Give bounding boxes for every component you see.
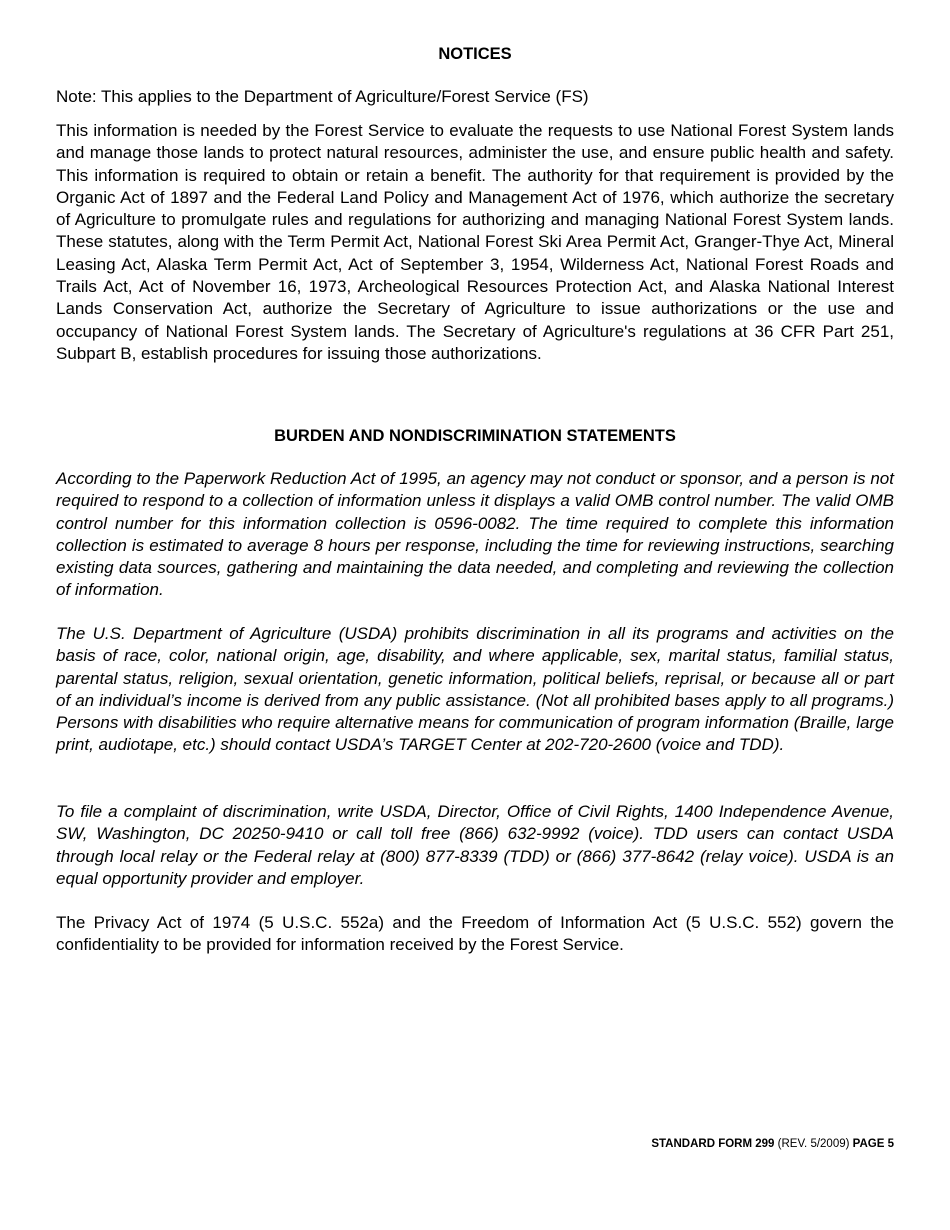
note-text: Note: This applies to the Department of Agriculture/Forest Service (FS) <box>56 87 589 106</box>
paperwork-paragraph: According to the Paperwork Reduction Act of 1995, an agency may not conduct or sponsor, and a person is not required to respond to a collection of information unless it displays a valid OMB control number. The valid OMB control number for this information collection is 0596-0082. The time required to complete this information collection is estimated to average 8 hours per response, including the time for reviewing instructions, searching existing data sources, gathering and maintaining the data needed, and completing and reviewing the collection of information. <box>56 469 894 600</box>
complaint-paragraph: To file a complaint of discrimination, write USDA, Director, Office of Civil Rights, 1400 Independence Avenue, SW, Washington, DC 20250-9410 or call toll free (866) 632-9992 (voice). TDD users can contact USDA through local relay or the Federal relay at (800) 877-8339 (TDD) or (866) 377-8642 (relay voice). USDA is an equal opportunity provider and employer. <box>56 802 894 888</box>
privacy-paragraph: The Privacy Act of 1974 (5 U.S.C. 552a) and the Freedom of Information Act (5 U.S.C. 552) govern the confidentiality to be provided for information received by the Forest Service. <box>56 913 894 955</box>
page-footer <box>651 1138 894 1150</box>
page-number: PAGE 5 <box>852 1138 894 1150</box>
burden-heading: BURDEN AND NONDISCRIMINATION STATEMENTS <box>274 427 676 445</box>
notices-heading: NOTICES <box>438 45 512 63</box>
form-revision: (REV. 5/2009) <box>777 1138 850 1150</box>
form-name: STANDARD FORM 299 <box>651 1138 775 1150</box>
nondiscrimination-paragraph: The U.S. Department of Agriculture (USDA) prohibits discrimination in all its programs and activities on the basis of race, color, national origin, age, disability, and where applicable, sex, marital status, familial status, parental status, religion, sexual orientation, genetic information, political beliefs, reprisal, or because all or part of an individual’s income is derived from any public assistance. (Not all prohibited bases apply to all programs.) Persons with disabilities who require alternative means for communication of program information (Braille, large print, audiotape, etc.) should contact USDA’s TARGET Center at 202-720-2600 (voice and TDD). <box>56 624 894 755</box>
notices-paragraph: This information is needed by the Forest Service to evaluate the requests to use National Forest System lands and manage those lands to protect natural resources, administer the use, and ensure public health and safety. This information is required to obtain or retain a benefit. The authority for that requirement is provided by the Organic Act of 1897 and the Federal Land Policy and Management Act of 1976, which authorize the secretary of Agriculture to promulgate rules and regulations for authorizing and managing National Forest System lands. These statutes, along with the Term Permit Act, National Forest Ski Area Permit Act, Granger-Thye Act, Mineral Leasing Act, Alaska Term Permit Act, Act of September 3, 1954, Wilderness Act, National Forest Roads and Trails Act, Act of November 16, 1973, Archeological Resources Protection Act, and Alaska National Interest Lands Conservation Act, authorize the Secretary of Agriculture to issue authorizations or the use and occupancy of National Forest System lands. The Secretary of Agriculture's regulations at 36 CFR Part 251, Subpart B, establish procedures for issuing those authorizations. <box>56 121 894 363</box>
